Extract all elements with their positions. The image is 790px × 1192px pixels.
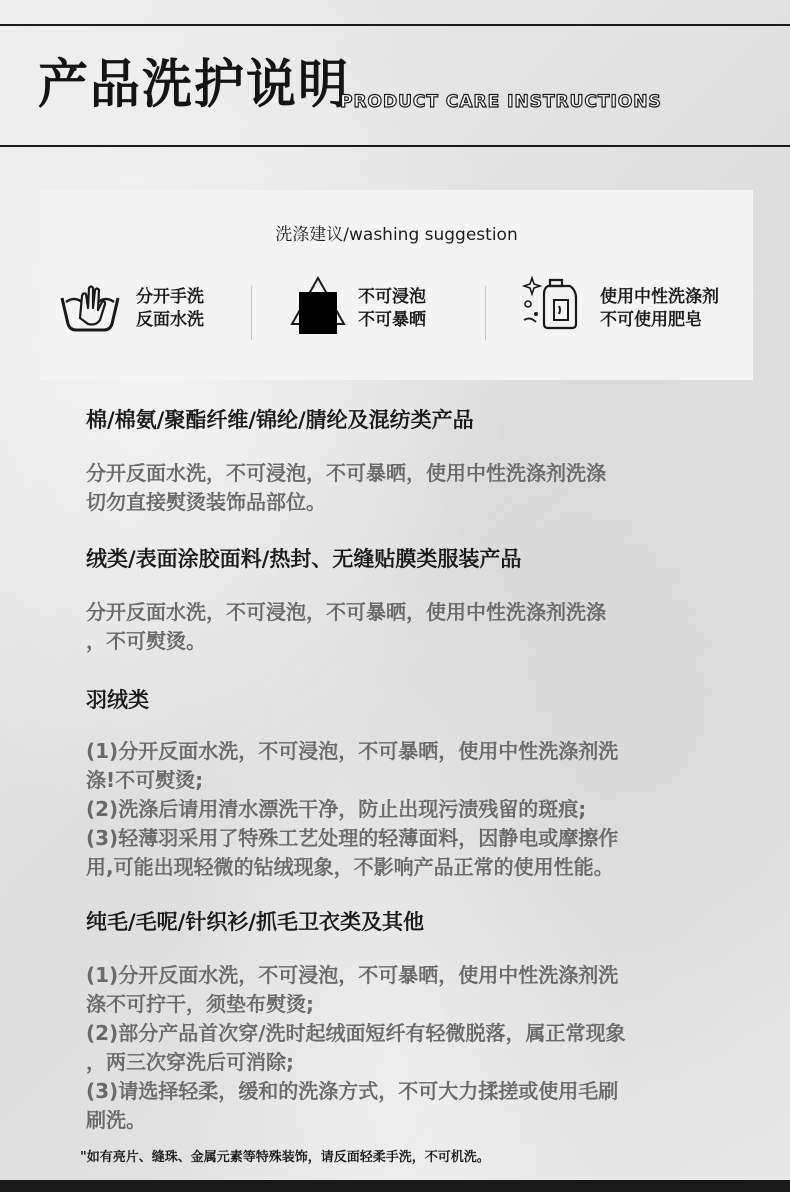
footnote: "如有亮片、缝珠、金属元素等特殊装饰，请反面轻柔手洗，不可机洗。 [80,1150,490,1165]
care-item-line2: 反面水洗 [136,310,204,330]
section-body-wool [86,961,726,1135]
detergent-bottle-icon [522,272,586,332]
section-line: (3)请选择轻柔，缓和的洗涤方式，不可大力揉搓或使用毛刷 [86,1079,619,1103]
panel-divider [251,286,252,340]
section-line: 分开反面水洗，不可浸泡，不可暴晒，使用中性洗涤剂洗涤 [86,461,606,485]
section-line: (1)分开反面水洗，不可浸泡，不可暴晒，使用中性洗涤剂洗 [86,739,619,763]
section-heading-cotton: 棉/棉氨/聚酯纤维/锦纶/腈纶及混纺类产品 [86,408,474,432]
washing-suggestion-panel [40,190,753,380]
panel-title: 洗涤建议/washing suggestion [275,225,518,245]
section-line: 用,可能出现轻微的钻绒现象，不影响产品正常的使用性能。 [86,855,614,879]
header-rule [0,145,790,147]
care-item-hand-wash [58,278,258,338]
section-heading-velvet: 绒类/表面涂胶面料/热封、无缝贴膜类服装产品 [86,547,522,571]
page-subtitle: PRODUCT CARE INSTRUCTIONS [340,92,662,112]
section-body-cotton [86,459,726,517]
page-title: 产品洗护说明 [38,53,350,115]
section-line: 涤!不可熨烫; [86,768,204,792]
no-soak-icon [290,274,354,334]
care-item-no-soak [290,278,490,338]
hand-wash-icon [58,278,122,338]
care-item-line1: 分开手洗 [136,287,204,307]
panel-divider [485,286,486,340]
section-line: ，两三次穿洗后可消除; [86,1050,294,1074]
section-line: 分开反面水洗，不可浸泡，不可暴晒，使用中性洗涤剂洗涤 [86,600,606,624]
section-heading-wool: 纯毛/毛呢/针织衫/抓毛卫衣类及其他 [86,910,425,934]
section-line: 涤不可拧干，须垫布熨烫; [86,992,314,1016]
top-rule [0,24,790,26]
care-item-line2: 不可使用肥皂 [600,310,702,330]
care-item-line1: 不可浸泡 [358,287,426,307]
section-heading-down: 羽绒类 [86,688,149,712]
bottom-rule [0,1180,790,1192]
care-item-detergent [522,278,752,338]
section-body-down [86,737,726,882]
section-line: (2)部分产品首次穿/洗时起绒面短纤有轻微脱落，属正常现象 [86,1021,626,1045]
section-line: ，不可熨烫。 [86,629,206,653]
section-line: (1)分开反面水洗，不可浸泡，不可暴晒，使用中性洗涤剂洗 [86,963,619,987]
section-line: 刷洗。 [86,1108,146,1132]
section-line: 切勿直接熨烫装饰品部位。 [86,490,326,514]
care-item-line2: 不可暴晒 [358,310,426,330]
section-line: (2)洗涤后请用清水漂洗干净，防止出现污渍残留的斑痕; [86,797,587,821]
section-body-velvet [86,598,726,656]
care-item-line1: 使用中性洗涤剂 [600,287,719,307]
section-line: (3)轻薄羽采用了特殊工艺处理的轻薄面料，因静电或摩擦作 [86,826,619,850]
